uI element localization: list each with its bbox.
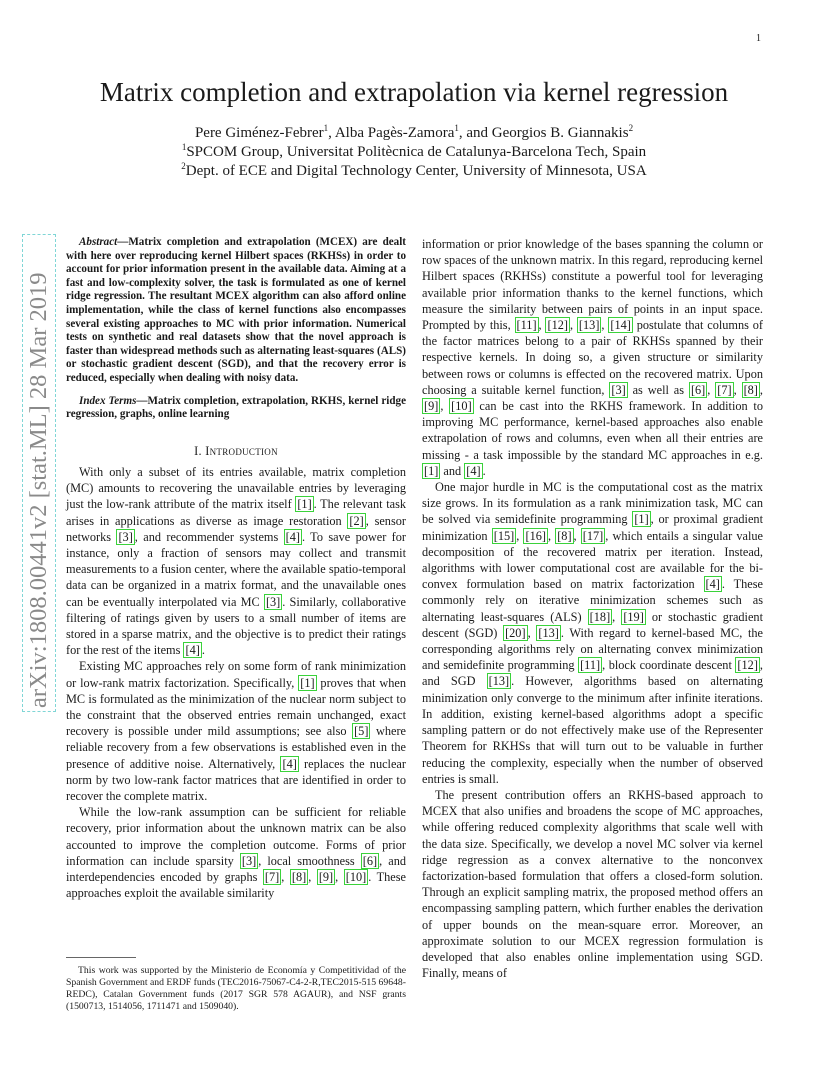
intro-paragraph-3: While the low-rank assumption can be sufficient for reliable recovery, prior information about the unknown matrix can be also accounted to improve the completion outcome. Forms of prior information can include sparsity [3] , local smoothness [6] , and interdependencies encoded by graphs [7] , [8] , [9] , [10] . These approaches exploit the available similarity — [66, 805, 407, 901]
intro-paragraph-3-cont: information or prior knowledge of the bases spanning the column or row spaces of the unknown matrix. In this regard, reproducing kernel Hilbert spaces (RKHSs) constitute a powerful tool for leveraging available prior information thanks to the kernel functions, which measure the similarity between pairs of points in an input space. Prompted by this, [11] , [12] , [13] , [14] postulate that columns of the factor matrices belong to a pair of RKHSs spanned by their respective kernels. In doing so, a given structure or similarity between rows or columns is effected on the recovered matrix. Upon choosing a suitable kernel function, [3] as well as [6] , [7] , [8] , [9] , [10] can be cast into the RKHS framework. In addition to improving MC performance, kernel-based approaches also enable extrapolation of rows and columns, even when all their entries are missing - a task impossible by the standard MC approaches in e.g. [1] and [4] . — [422, 237, 764, 478]
citation-link[interactable]: [8] — [557, 528, 572, 543]
citation-link[interactable]: [1] — [300, 675, 315, 690]
citation-link[interactable]: [3] — [265, 594, 281, 609]
citation-link[interactable]: [3] — [241, 853, 257, 868]
citation-link[interactable]: [9] — [318, 870, 334, 884]
citation-link[interactable]: [7] — [717, 382, 732, 397]
citation-link[interactable]: [1] — [297, 497, 312, 512]
abstract-label: Abstract — [79, 236, 118, 248]
intro-paragraph-4: One major hurdle in MC is the computational cost as the matrix size grows. In its formulation as a rank minimization task, MC can be solved via semidefinite programming [1] , or proximal gradient minimization [15] , [16] , [8] , [17] , which entails a singular value decomposition of the recovered matrix per iteration. Instead, algorithms with lower computational cost are available for the bi-convex formulation based on matrix factorization [4] . These commonly rely on iterative minimization schemes such as alternating least-squares (ALS) [18] , [19] or stochastic gradient descent (SGD) [20] , [13] . With regard to kernel-based MC, the corresponding algorithms rely on alternating convex minimization and semidefinite programming [11] , block coordinate descent [12] , and SGD [13] . However, algorithms based on alternating minimization only converge to the minimum after infinite iterations. In addition, existing kernel-based algorithms adopt a specific sampling pattern or do not effectively make use of the Representer Theorem for RKHSs that will turn out to be valuable in further reducing the complexity, especially when the number of observed entries is small. — [422, 480, 763, 786]
citation-link[interactable]: [15] — [493, 528, 515, 543]
footnote: This work was supported by the Ministerio de Economía y Competitividad of the Spanish Government and ERDF funds (TEC2016-75067-C4-2-R,TEC2015-515 69648-REDC), Catalan Government funds (2017 SGR 578 AGAUR), and NSF grants (1500713, 1514056, 1711471 and 1509040). — [66, 965, 406, 1013]
citation-link[interactable]: [20] — [505, 625, 526, 640]
citation-link[interactable]: [17] — [582, 528, 604, 543]
citation-link[interactable]: [12] — [737, 658, 758, 673]
abstract: Abstract—Matrix completion and extrapolation (MCEX) are dealt with here over reproducing kernel Hilbert spaces (RKHSs) in order to account for prior information present in the available data. Aiming at a fast and low-complexity solver, the task is formulated as one of kernel ridge regression. The resultant MCEX algorithm can also afford online implementation, while the class of kernel functions also encompasses several existing approaches to MC with prior information. Numerical tests on synthetic and real datasets show that the novel approach is faster than widespread methods such as alternating least-squares (ALS) or stochastic gradient descent (SGD), and that the recovery error is reduced, especially when dealing with noisy data. — [66, 236, 406, 384]
citation-link[interactable]: [14] — [610, 318, 631, 333]
citation-link[interactable]: [3] — [118, 529, 133, 544]
affiliation-2: $^2$Dept. of ECE and Digital Technology Center, University of Minnesota, USA — [181, 161, 647, 179]
author-line: Pere Giménez-Febrer$^1$, Alba Pagès-Zamora$^1$, and Georgios B. Giannakis$^2$ — [194, 123, 634, 141]
citation-link[interactable]: [16] — [525, 528, 546, 543]
citation-link[interactable]: [4] — [285, 529, 300, 544]
citation-link[interactable]: [13] — [538, 625, 559, 640]
citation-link[interactable]: [8] — [291, 870, 307, 884]
affiliation-1: $^1$SPCOM Group, Universitat Politècnica de Catalunya-Barcelona Tech, Spain — [181, 142, 647, 160]
citation-link[interactable]: [11] — [516, 318, 537, 333]
citation-link[interactable]: [11] — [580, 658, 601, 673]
citation-link[interactable]: [12] — [547, 318, 568, 333]
author-2: Alba Pagès-Zamora — [334, 125, 455, 141]
citation-link[interactable]: [2] — [349, 513, 364, 528]
arxiv-stamp[interactable]: arXiv:1808.00441v2 [stat.ML] 28 Mar 2019 — [26, 238, 52, 708]
section-heading: I. Introduction — [194, 443, 278, 458]
citation-link[interactable]: [13] — [578, 318, 600, 333]
citation-link[interactable]: [4] — [185, 643, 200, 658]
index-terms: Index Terms—Matrix completion, extrapolation, RKHS, kernel ridge regression, graphs, online learning — [66, 394, 406, 421]
citation-link[interactable]: [8] — [743, 382, 758, 397]
citation-link[interactable]: [10] — [451, 399, 472, 414]
citation-link[interactable]: [18] — [589, 609, 611, 624]
intro-paragraph-1: With only a subset of its entries available, matrix completion (MC) amounts to recovering the unavailable entries by leveraging just the low-rank attribute of the matrix itself [1] . The relevant task arises in applications as diverse as image restoration [2] , sensor networks [3] , and recommender systems [4] . To save power for instance, only a fraction of sensors may collect and transmit measurements to a fusion center, where the available spatio-temporal data can be organized in a matrix format, and the unavailable ones can be eventually interpolated via MC [3] . Similarly, collaborative filtering of ratings given by users to a small number of items are stored in a sparse matrix, and the objective is to predict their ratings for the rest of the items [4] . — [66, 464, 407, 658]
citation-link[interactable]: [1] — [634, 512, 649, 527]
author-block — [0, 124, 828, 181]
page-number: 1 — [756, 33, 761, 44]
citation-link[interactable]: [7] — [264, 870, 280, 884]
author-1: Pere Giménez-Febrer — [194, 125, 324, 141]
right-column — [422, 236, 763, 981]
citation-link[interactable]: [10] — [345, 870, 367, 884]
citation-link[interactable]: [19] — [623, 609, 644, 624]
citation-link[interactable]: [6] — [690, 382, 706, 397]
citation-link[interactable]: [9] — [424, 399, 439, 414]
author-3: and Georgios B. Giannakis — [466, 125, 629, 141]
citation-link[interactable]: [1] — [424, 463, 439, 478]
paper-title: Matrix completion and extrapolation via kernel regression — [99, 77, 729, 107]
citation-link[interactable]: [4] — [466, 463, 481, 478]
citation-link[interactable]: [4] — [705, 577, 720, 592]
left-column — [66, 236, 406, 901]
citation-link[interactable]: [4] — [282, 756, 297, 771]
citation-link[interactable]: [5] — [354, 724, 369, 739]
citation-link[interactable]: [3] — [611, 382, 626, 397]
index-terms-label: Index Terms — [79, 394, 137, 407]
footnote-rule — [66, 957, 136, 958]
intro-paragraph-5: The present contribution offers an RKHS-based approach to MCEX that also unifies and broadens the scope of MC approaches, while offering reduced complexity algorithms that scale well with the data size. Specifically, we develop a novel MC solver via kernel ridge regression as a convex alternative to the nonconvex factorization-based formulation that offers a closed-form solution. Through an explicit sampling matrix, the proposed method offers an encompassing sampling pattern, which further enables the derivation of upper bounds on the mean-square error. Moreover, an approximate solution to our MCEX regression formulation is developed that also enables online implementation using SGD. Finally, means of — [422, 787, 763, 981]
intro-paragraph-2: Existing MC approaches rely on some form of rank minimization or low-rank matrix factorization. Specifically, [1] proves that when MC is formulated as the minimization of the nuclear norm subject to the constraint that the observed entries remain unchanged, exact recovery is possible under mild assumptions; see also [5] where reliable recovery from a few observations is established even in the presence of additive noise. Alternatively, [4] replaces the nuclear norm by two low-rank factor matrices that are identified in order to recover the complete matrix. — [66, 659, 406, 803]
citation-link[interactable]: [13] — [488, 674, 510, 689]
citation-link[interactable]: [6] — [362, 853, 378, 868]
